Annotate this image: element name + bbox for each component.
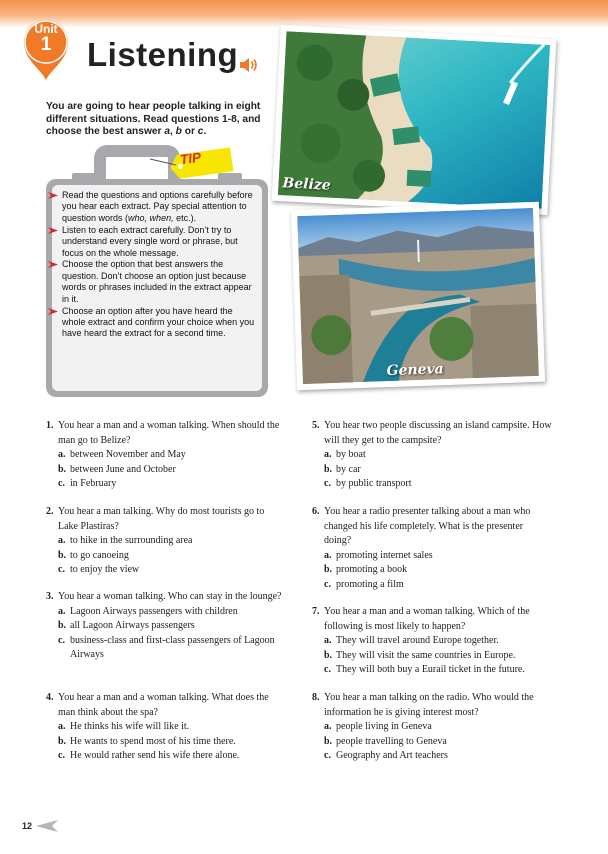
answer-option[interactable] xyxy=(46,619,286,634)
question-text: You hear two people discussing an island campsite. How will they get to the campsite? xyxy=(324,420,552,446)
sep: . xyxy=(203,126,207,137)
red-arrow-icon xyxy=(48,261,58,268)
red-arrow-icon xyxy=(48,227,58,234)
red-arrow-icon xyxy=(48,308,58,315)
question-text: You hear a man and a woman talking. Which of the following is most likely to happen? xyxy=(324,606,530,632)
option-letter: a. xyxy=(324,721,332,732)
answer-option[interactable] xyxy=(46,720,286,735)
question-text: You hear a man talking on the radio. Who would the information he is giving interest most? xyxy=(324,692,534,718)
question-text: You hear a radio presenter talking about a man who changed his life completely. What is the presenter doing? xyxy=(324,506,531,546)
question-stem xyxy=(312,691,552,720)
top-orange-band xyxy=(0,0,608,28)
option-text: by boat xyxy=(336,449,366,460)
unit-label: Unit xyxy=(34,22,58,36)
question-text: You hear a woman talking. Who can stay in the lounge? xyxy=(58,591,282,602)
tip-label: TIP xyxy=(179,149,202,168)
option-text: between November and May xyxy=(70,449,186,460)
answer-option[interactable] xyxy=(312,749,552,764)
option-letter: a. xyxy=(324,635,332,646)
option-letter: b. xyxy=(324,564,333,575)
question-number: 5. xyxy=(312,420,320,431)
option-text: promoting a film xyxy=(336,578,404,590)
answer-option[interactable] xyxy=(46,477,286,492)
question-number: 1. xyxy=(46,420,54,431)
option-text: promoting a book xyxy=(336,564,408,575)
sep: or xyxy=(181,126,198,137)
option-text: They will visit the same countries in Europe. xyxy=(336,649,516,661)
answer-option[interactable] xyxy=(46,463,286,478)
tip-item xyxy=(48,306,258,340)
red-arrow-icon xyxy=(48,192,58,199)
question-5 xyxy=(312,419,552,492)
tip-text: Choose the option that best answers the question. Don’t choose an option just because words or phrases included in the extract appear in it. xyxy=(62,259,252,304)
option-text: people living in Geneva xyxy=(336,721,432,732)
option-text: to enjoy the view xyxy=(70,564,140,575)
option-letter: b. xyxy=(58,620,67,631)
page-title: Listening xyxy=(87,36,239,73)
question-text: You hear a man and a woman talking. What does the man think about the spa? xyxy=(58,692,269,718)
option-text: promoting internet sales xyxy=(336,549,433,561)
answer-option[interactable] xyxy=(46,549,286,564)
answer-option[interactable] xyxy=(312,448,552,463)
option-text: between June and October xyxy=(70,463,176,475)
instructions-text: You are going to hear people talking in eight different situations. Read questions 1-8, and choose the best answer xyxy=(46,101,261,137)
option-c-ref: c xyxy=(197,126,204,137)
answer-option[interactable] xyxy=(312,663,552,678)
answer-option[interactable] xyxy=(46,563,286,578)
question-number: 8. xyxy=(312,692,320,703)
question-stem xyxy=(46,419,286,448)
answer-option[interactable] xyxy=(312,549,552,564)
question-text: You hear a man talking. Why do most tourists go to Lake Plastiras? xyxy=(58,506,265,532)
option-letter: a. xyxy=(324,449,332,460)
option-text: He thinks his wife will like it. xyxy=(70,721,190,732)
answer-option[interactable] xyxy=(46,749,286,764)
option-letter: c. xyxy=(324,750,331,761)
belize-photo xyxy=(272,25,557,215)
option-text: He would rather send his wife there alone. xyxy=(70,750,240,761)
option-text: They will both buy a Eurail ticket in the future. xyxy=(336,664,525,675)
option-text: He wants to spend most of his time there. xyxy=(70,735,236,747)
speaker-icon[interactable] xyxy=(238,56,260,74)
instructions xyxy=(46,101,266,139)
answer-option[interactable] xyxy=(312,634,552,649)
option-text: business-class and first-class passengers of Lagoon Airways xyxy=(70,634,275,660)
option-text: to go canoeing xyxy=(70,549,129,561)
tip-item xyxy=(48,190,258,224)
option-text: They will travel around Europe together. xyxy=(336,635,499,646)
option-letter: c. xyxy=(324,664,331,675)
question-number: 4. xyxy=(46,692,54,703)
option-letter: c. xyxy=(324,478,331,489)
question-number: 3. xyxy=(46,591,54,602)
option-text: by car xyxy=(336,463,361,475)
answer-option[interactable] xyxy=(312,563,552,578)
question-number: 2. xyxy=(46,506,54,517)
option-letter: a. xyxy=(58,721,66,732)
question-stem xyxy=(312,505,552,549)
option-letter: b. xyxy=(58,735,67,747)
question-1 xyxy=(46,419,286,492)
question-6 xyxy=(312,505,552,592)
option-text: all Lagoon Airways passengers xyxy=(70,620,195,631)
option-letter: c. xyxy=(58,750,65,761)
option-letter: a. xyxy=(58,605,66,617)
answer-option[interactable] xyxy=(46,634,286,663)
answer-option[interactable] xyxy=(312,649,552,664)
page-arrow-icon xyxy=(36,820,58,832)
question-number: 7. xyxy=(312,606,320,617)
geneva-caption: Geneva xyxy=(386,361,445,380)
question-2 xyxy=(46,505,286,578)
question-8 xyxy=(312,691,552,764)
answer-option[interactable] xyxy=(46,735,286,750)
question-stem xyxy=(46,505,286,534)
option-letter: b. xyxy=(324,649,333,661)
option-letter: b. xyxy=(58,549,67,561)
option-letter: b. xyxy=(324,735,333,747)
option-letter: a. xyxy=(58,535,66,546)
geneva-photo xyxy=(291,202,545,391)
sep: , xyxy=(170,126,176,137)
option-letter: c. xyxy=(58,634,65,646)
option-letter: a. xyxy=(324,549,332,561)
answer-option[interactable] xyxy=(312,720,552,735)
answer-option[interactable] xyxy=(46,534,286,549)
question-stem xyxy=(312,419,552,448)
answer-option[interactable] xyxy=(312,477,552,492)
option-text: Geography and Art teachers xyxy=(336,750,448,761)
option-letter: c. xyxy=(58,564,65,575)
unit-number: 1 xyxy=(40,34,52,55)
answer-option[interactable] xyxy=(312,735,552,750)
option-letter: c. xyxy=(58,478,65,489)
question-number: 6. xyxy=(312,506,320,517)
page-number: 12 xyxy=(22,821,33,831)
tip-text: Choose an option after you have heard the whole extract and confirm your choice when you have heard the extract for a second time. xyxy=(62,305,255,339)
option-text: to hike in the surrounding area xyxy=(70,535,193,546)
tip-item xyxy=(48,225,258,259)
answer-option[interactable] xyxy=(312,578,552,593)
question-3 xyxy=(46,590,286,663)
question-7 xyxy=(312,605,552,678)
tip-item xyxy=(48,259,258,305)
tip-text: etc.). xyxy=(173,212,197,223)
question-text: You hear a man and a woman talking. When should the man go to Belize? xyxy=(58,420,280,446)
option-letter: b. xyxy=(324,463,333,475)
question-stem xyxy=(46,691,286,720)
option-letter: a. xyxy=(58,449,66,460)
option-b-ref: b xyxy=(175,126,182,137)
option-text: by public transport xyxy=(336,478,412,489)
option-a-ref: a xyxy=(164,126,170,137)
question-stem xyxy=(46,590,286,605)
tip-italic: who, when, xyxy=(128,212,174,223)
tip-list xyxy=(48,190,258,340)
answer-option[interactable] xyxy=(312,463,552,478)
tip-text: Listen to each extract carefully. Don’t try to understand every single word or phrase, but focus on the whole message. xyxy=(62,224,238,258)
question-stem xyxy=(312,605,552,634)
option-letter: b. xyxy=(58,463,67,475)
tip-text: Read the questions and options carefully before you hear each extract. Pay special attention to question words ( xyxy=(62,190,253,223)
answer-option[interactable] xyxy=(46,448,286,463)
option-text: people travelling to Geneva xyxy=(336,735,447,747)
option-text: Lagoon Airways passengers with children xyxy=(70,605,238,617)
geneva-image xyxy=(297,208,539,384)
answer-option[interactable] xyxy=(46,605,286,620)
belize-caption: Belize xyxy=(282,175,332,194)
question-4 xyxy=(46,691,286,764)
option-text: in February xyxy=(70,478,117,489)
option-letter: c. xyxy=(324,578,331,590)
